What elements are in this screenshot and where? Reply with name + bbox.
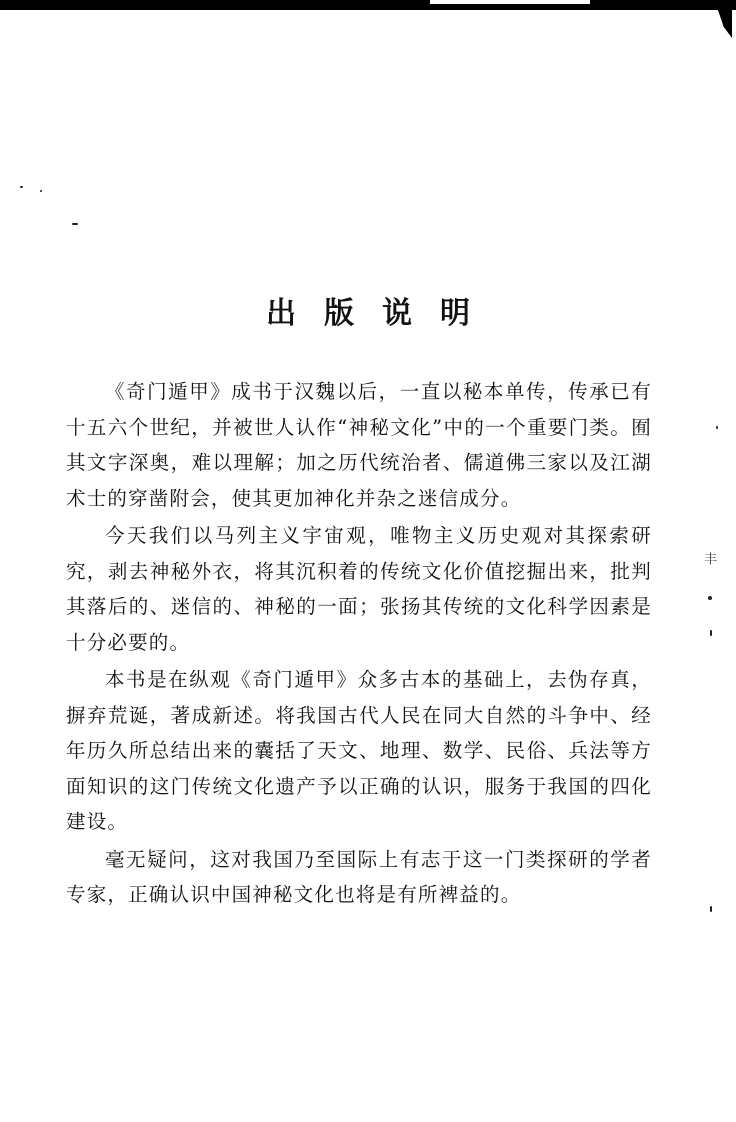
scan-top-edge [0,0,736,10]
scan-speck [708,596,712,600]
scan-corner-mark [718,10,732,38]
paragraph: 毫无疑问，这对我国乃至国际上有志于这一门类探研的学者专家，正确认识中国神秘文化也将是有所裨益的。 [66,847,652,906]
page-title: 出版说明 [266,296,498,332]
scan-speck [72,223,78,225]
margin-note: 丰 [701,552,716,565]
scan-speck [716,426,718,429]
scan-speck [20,186,23,188]
paragraph: 《奇门遁甲》成书于汉魏以后，一直以秘本单传，传承已有十五六个世纪，并被世人认作“神秘文化”中的一个重要门类。囿其文字深奥，难以理解；加之历代统治者、儒道佛三家以及江湖术士的穿凿附会，使其更加神化并杂之迷信成分。 [66,380,652,510]
scan-speck [40,190,42,192]
paragraph: 今天我们以马列主义宇宙观，唯物主义历史观对其探索研究，剥去神秘外衣，将其沉积着的传统文化价值挖掘出来，批判其落后的、迷信的、神秘的一面；张扬其传统的文化科学因素是十分必要的。 [66,524,652,654]
scan-speck [710,630,712,636]
paragraph: 本书是在纵观《奇门遁甲》众多古本的基础上，去伪存真，摒弃荒诞，著成新述。将我国古代人民在同大自然的斗争中、经年历久所总结出来的囊括了天文、地理、数学、民俗、兵法等方面知识的这门传统文化遗产予以正确的认识，服务于我国的四化建设。 [66,668,652,833]
scan-top-edge-gap [430,0,590,4]
body-text [66,374,652,915]
scan-speck [710,906,712,912]
